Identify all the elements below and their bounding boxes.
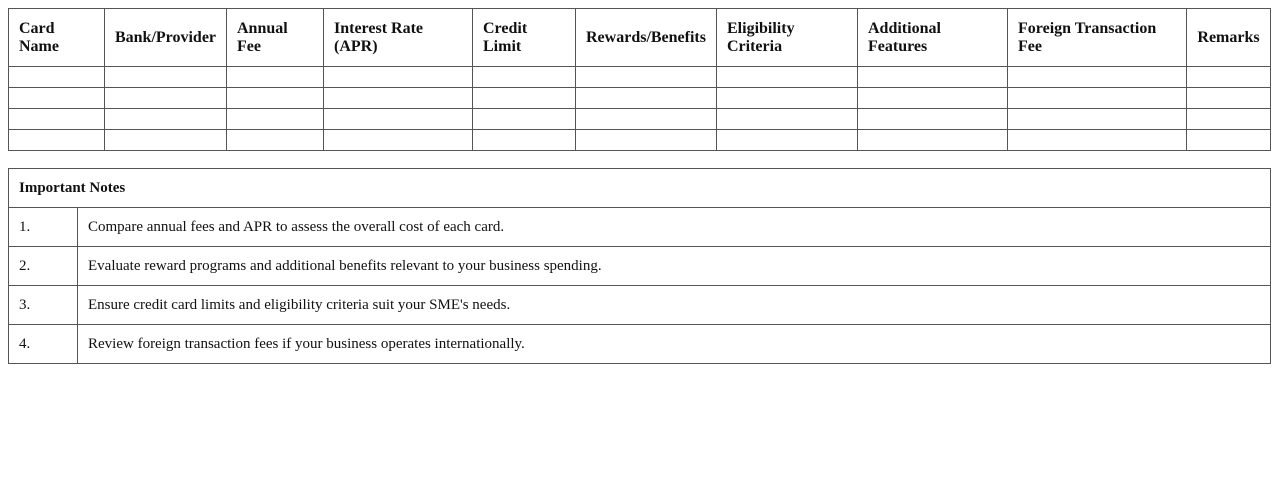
table-cell[interactable]	[858, 67, 1008, 88]
header-foreign-transaction-fee: Foreign Transaction Fee	[1008, 9, 1187, 67]
table-cell[interactable]	[9, 67, 105, 88]
note-row	[9, 286, 1271, 325]
table-cell[interactable]	[473, 88, 576, 109]
table-row	[9, 130, 1271, 151]
note-number: 4.	[9, 325, 78, 364]
header-row	[9, 9, 1271, 67]
table-cell[interactable]	[576, 88, 717, 109]
table-cell[interactable]	[9, 109, 105, 130]
comparison-table	[8, 8, 1271, 151]
notes-table	[8, 168, 1271, 364]
table-cell[interactable]	[105, 109, 227, 130]
note-number: 2.	[9, 247, 78, 286]
table-cell[interactable]	[717, 67, 858, 88]
table-cell[interactable]	[324, 67, 473, 88]
note-row	[9, 247, 1271, 286]
note-text: Compare annual fees and APR to assess the overall cost of each card.	[78, 208, 1271, 247]
table-cell[interactable]	[324, 130, 473, 151]
table-cell[interactable]	[227, 67, 324, 88]
note-row	[9, 208, 1271, 247]
table-row	[9, 67, 1271, 88]
header-annual-fee: Annual Fee	[227, 9, 324, 67]
table-cell[interactable]	[1008, 130, 1187, 151]
table-cell[interactable]	[717, 109, 858, 130]
table-cell[interactable]	[324, 88, 473, 109]
table-row	[9, 109, 1271, 130]
header-interest-rate: Interest Rate (APR)	[324, 9, 473, 67]
notes-title: Important Notes	[9, 169, 1271, 208]
header-remarks: Remarks	[1187, 9, 1271, 67]
header-credit-limit: Credit Limit	[473, 9, 576, 67]
header-card-name: Card Name	[9, 9, 105, 67]
table-cell[interactable]	[105, 130, 227, 151]
table-cell[interactable]	[1008, 67, 1187, 88]
table-cell[interactable]	[1008, 88, 1187, 109]
table-cell[interactable]	[858, 130, 1008, 151]
note-text: Review foreign transaction fees if your business operates internationally.	[78, 325, 1271, 364]
table-cell[interactable]	[227, 109, 324, 130]
table-cell[interactable]	[105, 67, 227, 88]
table-cell[interactable]	[9, 130, 105, 151]
note-number: 1.	[9, 208, 78, 247]
table-cell[interactable]	[227, 130, 324, 151]
table-cell[interactable]	[1008, 109, 1187, 130]
table-cell[interactable]	[473, 67, 576, 88]
table-row	[9, 88, 1271, 109]
table-cell[interactable]	[1187, 67, 1271, 88]
table-cell[interactable]	[105, 88, 227, 109]
table-cell[interactable]	[324, 109, 473, 130]
table-cell[interactable]	[473, 130, 576, 151]
note-text: Ensure credit card limits and eligibility criteria suit your SME's needs.	[78, 286, 1271, 325]
table-cell[interactable]	[473, 109, 576, 130]
table-cell[interactable]	[576, 109, 717, 130]
table-cell[interactable]	[576, 67, 717, 88]
note-number: 3.	[9, 286, 78, 325]
note-text: Evaluate reward programs and additional benefits relevant to your business spending.	[78, 247, 1271, 286]
table-cell[interactable]	[717, 130, 858, 151]
table-cell[interactable]	[858, 88, 1008, 109]
header-bank-provider: Bank/Provider	[105, 9, 227, 67]
notes-title-row	[9, 169, 1271, 208]
table-cell[interactable]	[9, 88, 105, 109]
table-cell[interactable]	[227, 88, 324, 109]
table-cell[interactable]	[1187, 88, 1271, 109]
table-cell[interactable]	[1187, 109, 1271, 130]
table-cell[interactable]	[576, 130, 717, 151]
table-cell[interactable]	[858, 109, 1008, 130]
note-row	[9, 325, 1271, 364]
table-cell[interactable]	[1187, 130, 1271, 151]
header-eligibility-criteria: Eligibility Criteria	[717, 9, 858, 67]
header-additional-features: Additional Features	[858, 9, 1008, 67]
table-cell[interactable]	[717, 88, 858, 109]
header-rewards-benefits: Rewards/Benefits	[576, 9, 717, 67]
